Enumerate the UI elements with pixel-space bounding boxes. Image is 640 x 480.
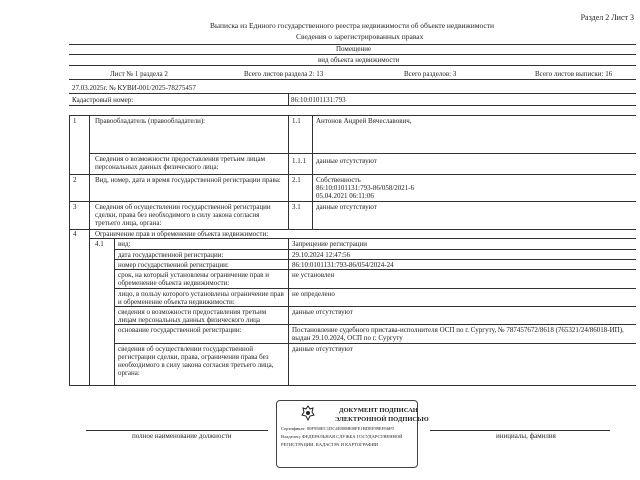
row-3-sub: 3.1: [292, 203, 301, 211]
electronic-signature-stamp: [276, 400, 429, 468]
row-1-value: Антонов Андрей Вячеславович,: [316, 117, 412, 125]
row-4-label: Ограничение прав и обременение объекта недвижимости:: [95, 230, 269, 238]
enc-label-basis: основание государственной регистрации:: [118, 326, 242, 334]
form-ref: Раздел 2 Лист 3: [580, 13, 634, 22]
stamp-line-1: ДОКУМЕНТ ПОДПИСАН: [339, 407, 418, 414]
enc-label-number: номер государственной регистрации:: [118, 261, 229, 269]
enc-value-personal-data: данные отсутствуют: [292, 308, 353, 316]
enc-label-term: срок, на который установлены ограничение прав и обременение объекта недвижимости:: [118, 271, 269, 287]
row-4-number: 4: [73, 230, 77, 238]
enc-value-term: не установлен: [292, 271, 335, 279]
row-2-sub: 2.1: [292, 176, 301, 184]
cadastral-number-value: 86:10:0101131:793: [291, 96, 346, 104]
row-1-label: Правообладатель (правообладатели):: [95, 117, 206, 125]
row-3-value: данные отсутствуют: [316, 203, 377, 211]
row-1-sub: 1.1: [292, 117, 301, 125]
object-kind-label: вид объекта недвижимости: [318, 56, 400, 64]
row-2-value-type: Собственность: [316, 176, 361, 184]
coat-of-arms-icon: [301, 405, 315, 421]
sheet-of-section: Лист № 1 раздела 2: [110, 70, 168, 78]
row-2-value-date: 05.04.2021 06:11:06: [316, 192, 374, 200]
document-subtitle: Сведения о зарегистрированных правах: [296, 32, 424, 41]
row-2-number: 2: [73, 176, 77, 184]
enc-label-beneficiary: лицо, в пользу которого установлены ограничение прав и обременение объекта недвижимости:: [118, 290, 284, 306]
row-1b-value: данные отсутствуют: [316, 157, 377, 165]
total-sheets-section: Всего листов раздела 2: 13: [244, 70, 324, 78]
enc-value-third-party: данные отсутствуют: [292, 345, 353, 353]
object-kind: Помещение: [336, 45, 372, 53]
enc-label-third-party: сведения об осуществлении государственной регистрации сделки, права, ограничения права без необходимого в силу закона согласия третьего лица, органа:: [118, 345, 274, 377]
cadastral-number-label: Кадастровый номер:: [72, 96, 134, 104]
total-sections: Всего разделов: 3: [404, 70, 457, 78]
enc-value-number: 86:10:0101131:793-86/054/2024-24: [292, 261, 394, 269]
enc-label-type: вид:: [118, 240, 131, 248]
enc-value-date: 29.10.2024 12:47:56: [292, 251, 351, 259]
row-1b-sub: 1.1.1: [292, 157, 306, 165]
row-1b-label: Сведения о возможности предоставления третьим лицам персональных данных физического лица:: [95, 155, 266, 171]
stamp-owner-2: РЕГИСТРАЦИИ, КАДАСТРА И КАРТОГРАФИИ: [281, 442, 379, 447]
stamp-certificate: Сертификат: 00F958EC1DC4E808B00FE1BDEF89EF66F0: [281, 426, 394, 431]
document-title: Выписка из Единого государственного реестра недвижимости об объекте недвижимости: [210, 21, 495, 30]
enc-value-beneficiary: не определено: [292, 290, 335, 298]
row-1-number: 1: [73, 117, 77, 125]
row-2-label: Вид, номер, дата и время государственной регистрации права:: [95, 176, 281, 184]
stamp-owner: Владелец: ФЕДЕРАЛЬНАЯ СЛУЖБА ГОСУДАРСТВЕННОЙ: [281, 434, 403, 439]
enc-value-type: Запрещение регистрации: [292, 240, 368, 248]
encumbrance-sub-number: 4.1: [95, 240, 104, 248]
row-2-value-number: 86:10:0101131:793-86/058/2021-6: [316, 184, 415, 192]
enc-label-personal-data: сведения о возможности предоставления третьим лицам персональных данных физического лица: [118, 308, 267, 324]
total-sheets-extract: Всего листов выписки: 16: [535, 70, 613, 78]
enc-label-date: дата государственной регистрации:: [118, 251, 224, 259]
stamp-line-2: ЭЛЕКТРОННОЙ ПОДПИСЬЮ: [335, 416, 429, 423]
enc-value-basis: Постановление судебного пристава-исполнителя ОСП по г. Сургуту, № 787457672/8618 (765321/24/86018-ИП), выдан 29.10.2024, ОСП по г. Сургуту: [292, 326, 624, 342]
document-date-number: 27.03.2025г. № КУВИ-001/2025-78275457: [72, 84, 196, 92]
footer-position-label: полное наименование должности: [132, 432, 232, 440]
row-3-label: Сведения об осуществлении государственной регистрации сделки, права без необходимого в силу закона согласия третьего лица, органа:: [95, 203, 271, 227]
footer-name-label: инициалы, фамилия: [496, 432, 556, 440]
row-3-number: 3: [73, 203, 77, 211]
